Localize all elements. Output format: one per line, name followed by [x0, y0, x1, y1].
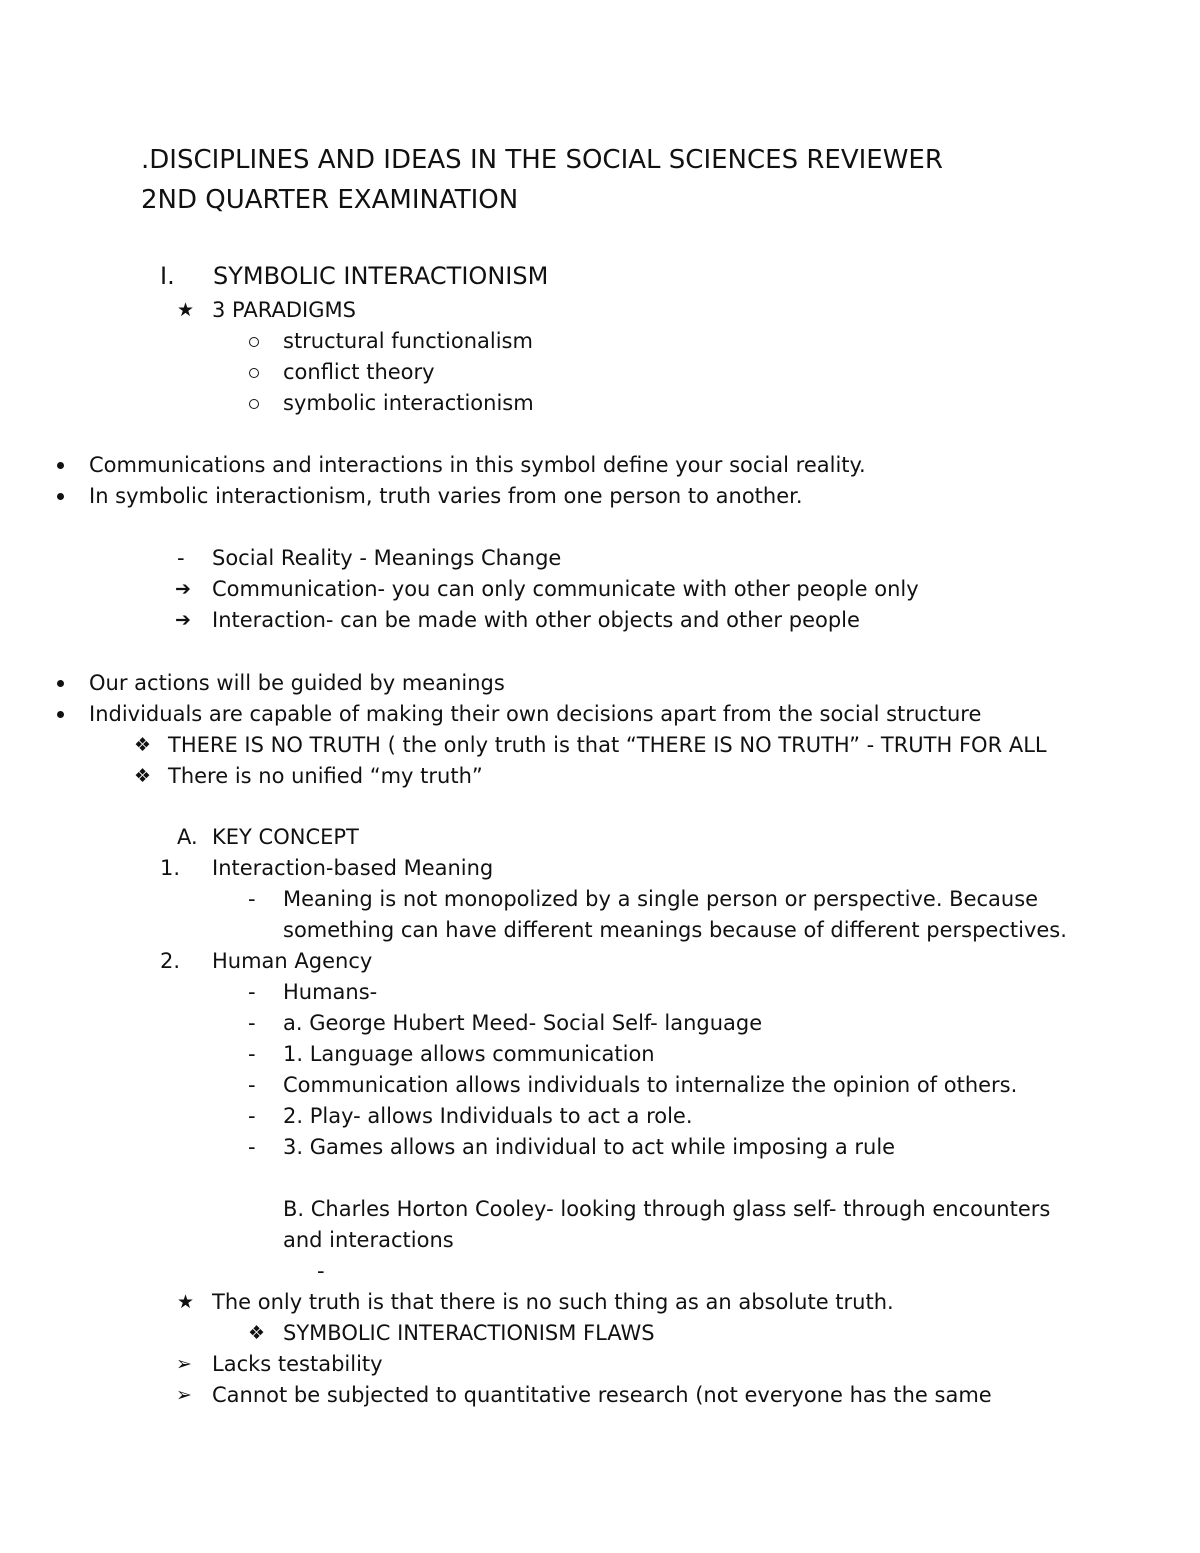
bullet-dot-icon — [57, 462, 64, 469]
paradigm-item: symbolic interactionism — [283, 391, 534, 415]
bullet-text: In symbolic interactionism, truth varies from one person to another. — [89, 484, 803, 508]
arrow-icon: ➔ — [175, 578, 191, 600]
cooley-text: and interactions — [283, 1228, 454, 1252]
paradigms-label: 3 PARADIGMS — [212, 298, 356, 322]
arrow-item: Interaction- can be made with other objects and other people — [212, 608, 860, 632]
bullet-dot-icon — [57, 680, 64, 687]
key-concept-label: KEY CONCEPT — [212, 825, 359, 849]
diamond-icon: ❖ — [134, 734, 152, 756]
section-heading: SYMBOLIC INTERACTIONISM — [213, 262, 549, 290]
flaw-item: Cannot be subjected to quantitative research (not everyone has the same — [212, 1383, 992, 1407]
dash-marker: - — [248, 1011, 256, 1035]
conclusion-text: The only truth is that there is no such thing as an absolute truth. — [212, 1290, 894, 1314]
concept-text: Meaning is not monopolized by a single person or perspective. Because — [283, 887, 1039, 911]
star-icon: ★ — [177, 1291, 195, 1313]
section-numeral: I. — [160, 262, 175, 290]
agency-point: Humans- — [283, 980, 378, 1004]
concept-text: something can have different meanings because of different perspectives. — [283, 918, 1067, 942]
flaw-item: Lacks testability — [212, 1352, 383, 1376]
document-title-line-1: .DISCIPLINES AND IDEAS IN THE SOCIAL SCIENCES REVIEWER — [141, 145, 943, 175]
dash-marker: - — [248, 1135, 256, 1159]
chevron-arrow-icon: ➢ — [176, 1353, 192, 1375]
chevron-arrow-icon: ➢ — [176, 1384, 192, 1406]
concept-title: Human Agency — [212, 949, 373, 973]
dash-marker: - — [248, 887, 256, 911]
hollow-circle-bullet-icon — [249, 337, 259, 347]
dash-marker: - — [248, 980, 256, 1004]
bullet-text: Our actions will be guided by meanings — [89, 671, 505, 695]
lone-dash: - — [317, 1259, 325, 1283]
agency-point: Communication allows individuals to internalize the opinion of others. — [283, 1073, 1018, 1097]
agency-point: a. George Hubert Meed- Social Self- language — [283, 1011, 763, 1035]
dash-marker: - — [248, 1073, 256, 1097]
concept-title: Interaction-based Meaning — [212, 856, 494, 880]
key-concept-letter: A. — [177, 825, 198, 849]
diamond-item: There is no unified “my truth” — [168, 764, 483, 788]
diamond-icon: ❖ — [134, 765, 152, 787]
paradigm-item: conflict theory — [283, 360, 435, 384]
dash-marker: - — [248, 1104, 256, 1128]
bullet-text: Individuals are capable of making their own decisions apart from the social structure — [89, 702, 982, 726]
star-icon: ★ — [177, 299, 195, 321]
document-title-line-2: 2ND QUARTER EXAMINATION — [141, 185, 519, 215]
hollow-circle-bullet-icon — [249, 399, 259, 409]
arrow-item: Communication- you can only communicate with other people only — [212, 577, 919, 601]
paradigm-item: structural functionalism — [283, 329, 533, 353]
bullet-dot-icon — [57, 711, 64, 718]
hollow-circle-bullet-icon — [249, 368, 259, 378]
bullet-dot-icon — [57, 493, 64, 500]
bullet-text: Communications and interactions in this symbol define your social reality. — [89, 453, 866, 477]
dash-marker: - — [177, 546, 185, 570]
dash-marker: - — [248, 1042, 256, 1066]
flaws-label: SYMBOLIC INTERACTIONISM FLAWS — [283, 1321, 655, 1345]
arrow-icon: ➔ — [175, 609, 191, 631]
list-number: 1. — [160, 856, 181, 880]
agency-point: 1. Language allows communication — [283, 1042, 655, 1066]
agency-point: 3. Games allows an individual to act while imposing a rule — [283, 1135, 896, 1159]
cooley-text: B. Charles Horton Cooley- looking through glass self- through encounters — [283, 1197, 1051, 1221]
social-reality-title: Social Reality - Meanings Change — [212, 546, 562, 570]
diamond-icon: ❖ — [248, 1322, 266, 1344]
diamond-item: THERE IS NO TRUTH ( the only truth is that “THERE IS NO TRUTH” - TRUTH FOR ALL — [168, 733, 1047, 757]
agency-point: 2. Play- allows Individuals to act a role. — [283, 1104, 693, 1128]
list-number: 2. — [160, 949, 181, 973]
